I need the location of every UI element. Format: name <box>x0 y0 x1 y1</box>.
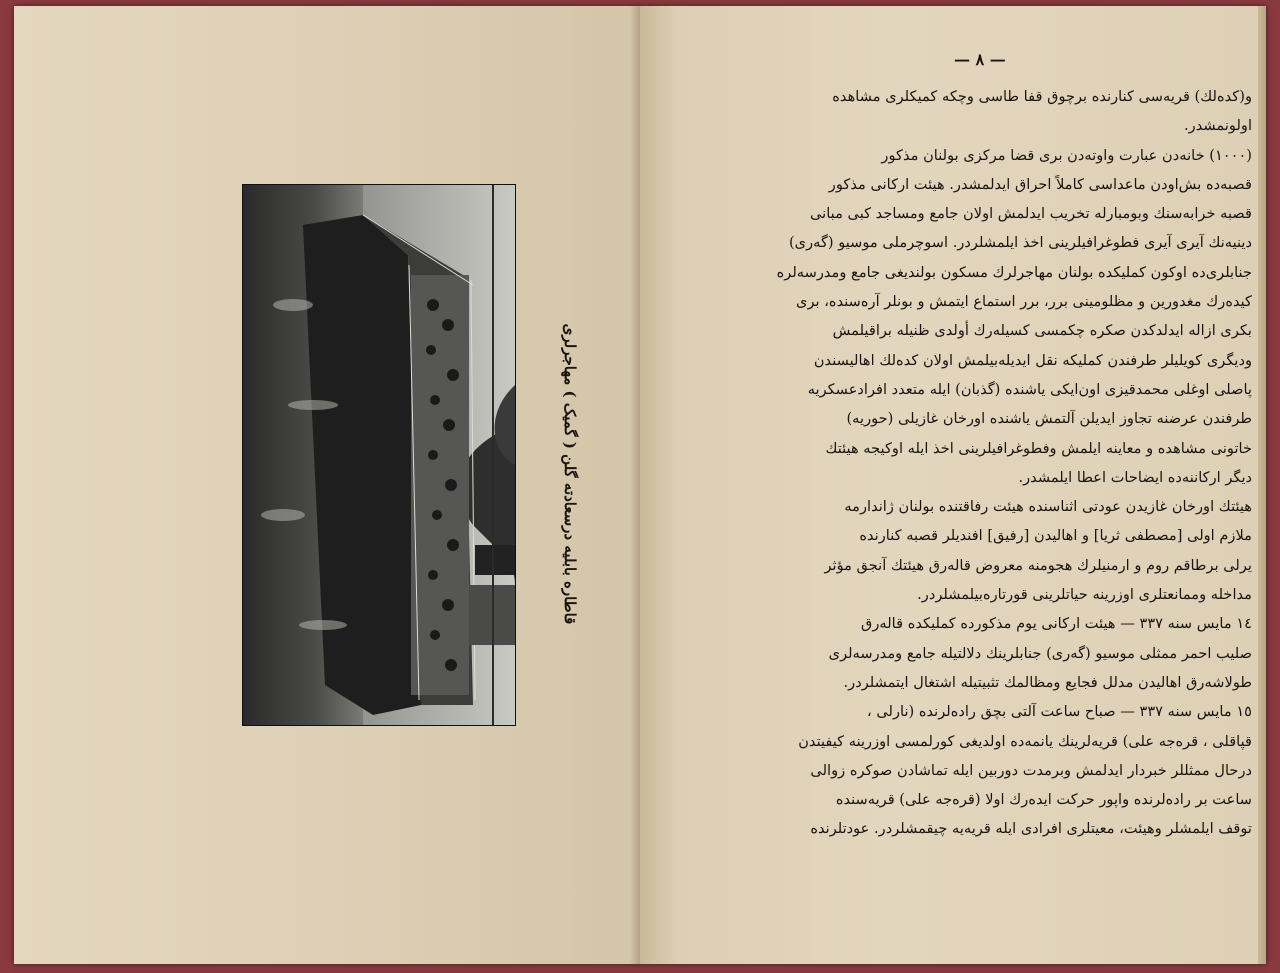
text-line: دینیه‌نك آیری آیری فطوغرافیلرینی اخذ ایلمشلردر. اسوچرملی موسیو (گه‌ری) <box>788 234 1252 252</box>
text-line: (١٠٠٠) خانه‌دن عبارت واوته‌دن بری قضا مركزی بولنان مذكور <box>881 146 1252 164</box>
text-line: درحال ممثللر خبردار ایدلمش وبرمدت دوربین ایله تماشادن صوكره زوالی <box>810 761 1252 779</box>
text-line: پاصلی اوغلی محمدقیزی اون‌ایكی یاشنده (گذبان) ایله متعدد افرادعسكریه <box>807 380 1252 398</box>
paragraph-1 <box>756 82 1252 141</box>
paragraph-5 <box>756 697 1252 843</box>
text-line: جنابلری‌ده اوكون كملیكده بولنان مهاجرلرك مسكون بولندیغی جامع ومدرسه‌لره <box>776 263 1252 281</box>
page-edge <box>1258 6 1266 964</box>
text-line: كیده‌رك مغدورین و مظلومینی برر، برر استماع ایتمش و بونلر آره‌سنده، بری <box>796 293 1252 311</box>
text-line: قپاقلی ، قره‌جه علی) قریه‌لرینك یانمه‌ده اولدیغی كورلمسی اوزرینه كیفیتدن <box>798 732 1252 750</box>
text-line: ودیگری كویلیلر طرفندن كملیكه نقل ایدیله‌بیلمش اولان كده‌لك اهالیسندن <box>813 351 1252 369</box>
text-line: ١٤ مایس سنه ٣٣٧ — هیئت اركانی یوم مذكورده كملیكده قاله‌رق <box>861 615 1252 633</box>
text-line: ساعت بر راده‌لرنده واپور حركت ایده‌رك اولا (قره‌جه علی) قریه‌سنده <box>835 791 1252 809</box>
text-line: دیگر اركاننه‌ده ایضاحات اعطا ایلمشدر. <box>1018 468 1252 486</box>
text-line: یرلی برطاقم روم و ارمنیلرك هجومنه معروض قاله‌رق هیئتك آنجق مؤثر <box>824 556 1252 574</box>
body-text <box>756 82 1252 844</box>
boat-photo-drawing <box>243 185 515 725</box>
photo-caption: قاطاره بابلیه درسعادته گلن ( گمیک ) مهاجرلری <box>561 323 579 625</box>
text-line: قصبه‌ده بش‌اودن ماعداسی كاملاً احراق ایدلمشدر. هیئت اركانی مذكور <box>828 175 1252 193</box>
text-line: صلیب احمر ممثلی موسیو (گه‌ری) جنابلرینك دلالتیله جامع ومدرسه‌لری <box>828 644 1252 662</box>
text-line: طرفندن عرضنه تجاوز ایدیلن آلتمش یاشنده اورخان غازیلی (حوریه) <box>846 410 1252 428</box>
paragraph-2 <box>756 141 1252 493</box>
text-line: طولاشه‌رق اهالیدن مدلل فجایع ومظالمك تثبیتیله اشتغال ایتمشلردر. <box>843 673 1252 691</box>
paragraph-4 <box>756 609 1252 697</box>
text-line: خاتونی مشاهده و معاینه ایلمش وفطوغرافیلرینی اخذ ایله اوكیجه هیئتك <box>825 439 1252 457</box>
text-line: توقف ایلمشلر وهیئت، معیتلری افرادی ایله قریه‌یه چیقمشلردر. عودتلرنده <box>810 820 1252 838</box>
paragraph-3 <box>756 492 1252 609</box>
text-line: هیئتك اورخان غازیدن عودتی اثناسنده هیئت رفاقتنده بولنان ژاندارمه <box>844 498 1252 516</box>
text-line: و(كده‌لك) قریه‌سی كنارنده برچوق قفا طاسی وچكه كمیكلری مشاهده <box>832 88 1252 105</box>
page-number: — ٨ — <box>954 50 1006 69</box>
text-line: ١٥ مایس سنه ٣٣٧ — صباح ساعت آلتی بچق رادە‌لرنده (نارلی ، <box>866 703 1252 721</box>
left-page <box>14 6 640 964</box>
text-line: بكری ازاله ایدلدكدن صكره چكمسی كسیله‌رك أولدی ظنیله براقیلمش <box>832 322 1252 340</box>
text-line: قصبه خرابه‌سنك وبومبارله تخریب ایدلمش اولان جامع ومساجد كبی مبانی <box>810 205 1252 223</box>
book-spread <box>14 6 1266 964</box>
text-line: ملازم اولی [مصطفی ثریا] و اهالیدن [رفیق] افندیلر قصبه كنارنده <box>859 527 1252 545</box>
text-line: مداخله وممانعتلری اوزرینه حیاتلرینی قورتاره‌بیلمشلردر. <box>917 586 1252 604</box>
text-line: اولونمشدر. <box>1184 117 1252 135</box>
boat-photograph <box>242 184 516 726</box>
